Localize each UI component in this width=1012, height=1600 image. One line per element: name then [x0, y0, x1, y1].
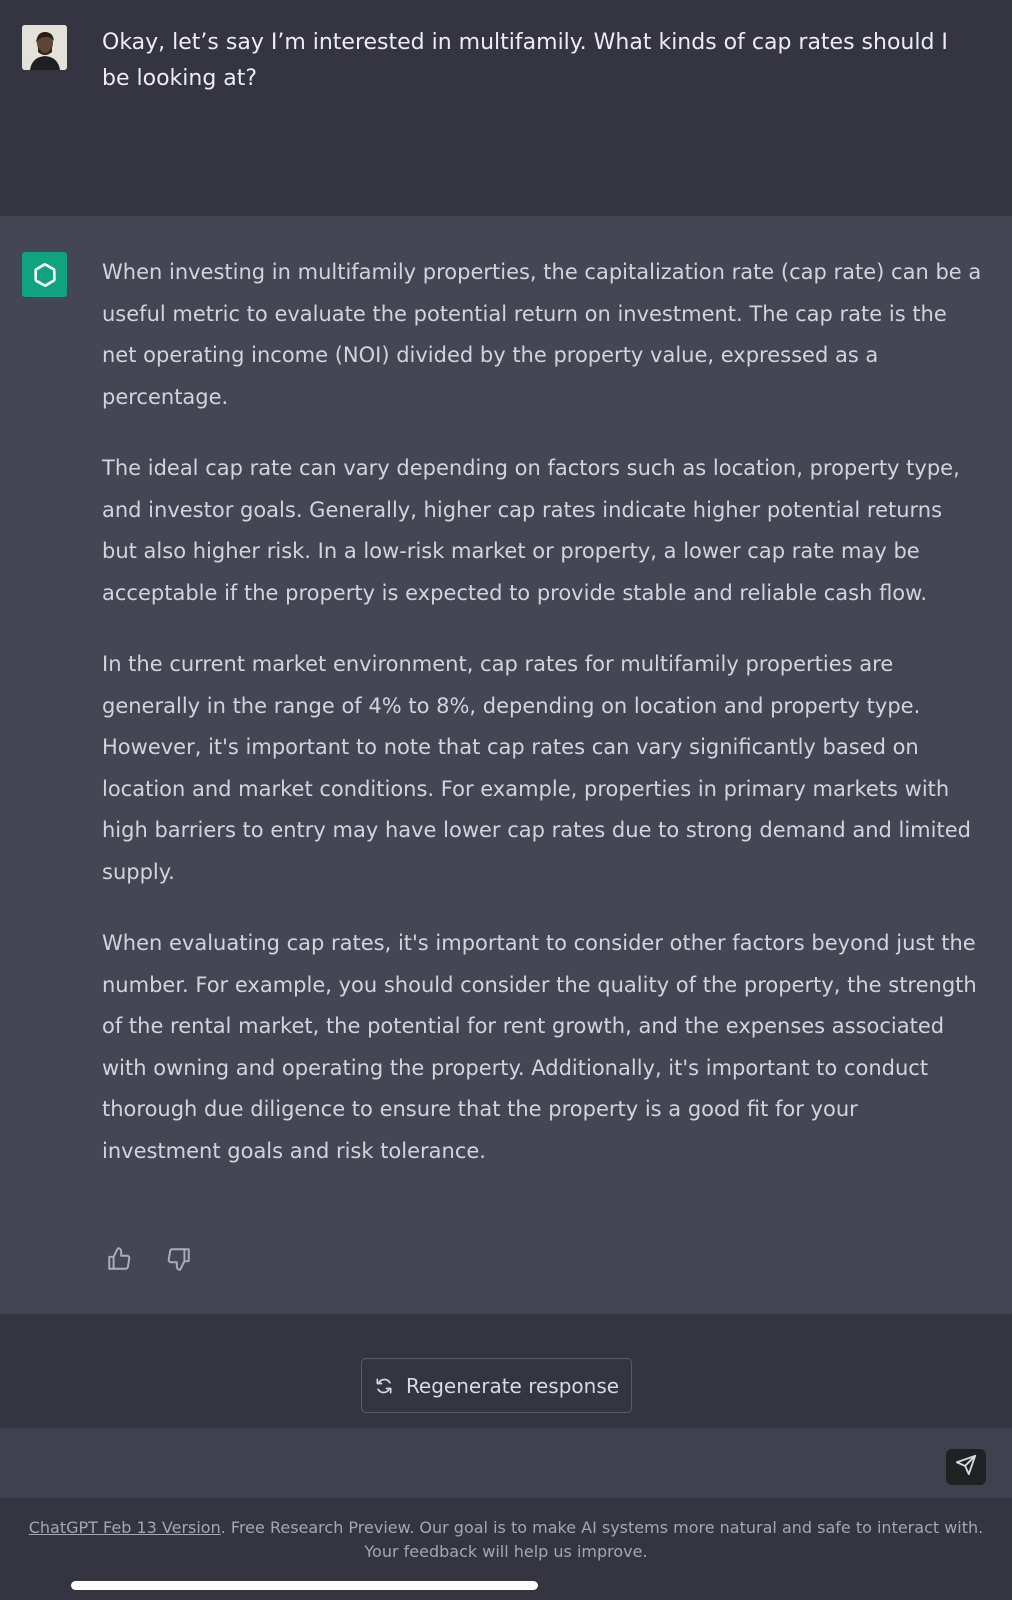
thumbs-down-icon[interactable]: [166, 1246, 192, 1272]
answer-paragraph: The ideal cap rate can vary depending on factors such as location, property type, and investor goals. Generally, higher cap rates indicate higher potential returns but also higher risk. In a low-risk market or property, a lower cap rate may be acceptable if the property is expected to provide stable and reliable cash flow.: [102, 456, 960, 605]
message-input[interactable]: [0, 1428, 1012, 1498]
openai-logo-icon: [22, 252, 67, 297]
refresh-icon: [374, 1376, 394, 1396]
assistant-answer: [102, 252, 982, 1202]
answer-paragraph: In the current market environment, cap rates for multifamily properties are generally in the range of 4% to 8%, depending on location and property type. However, it's important to note that cap rates can vary significantly based on location and market conditions. For example, properties in primary markets with high barriers to entry may have lower cap rates due to strong demand and limited supply.: [102, 652, 971, 884]
assistant-message: [0, 216, 1012, 1314]
footer-text: . Free Research Preview. Our goal is to make AI systems more natural and safe to interact with. Your feedback will help us improve.: [220, 1518, 984, 1561]
answer-paragraph: When evaluating cap rates, it's important to consider other factors beyond just the number. For example, you should consider the quality of the property, the strength of the rental market, the potential for rent growth, and the expenses associated with owning and operating the property. Additionally, it's important to conduct thorough due diligence to ensure that the property is a good fit for your investment goals and risk tolerance.: [102, 931, 977, 1163]
send-button[interactable]: [946, 1449, 986, 1485]
home-indicator: [71, 1581, 538, 1590]
footer-disclaimer: [0, 1516, 1012, 1564]
regenerate-label: Regenerate response: [405, 1373, 620, 1398]
thumbs-up-icon[interactable]: [106, 1246, 132, 1272]
feedback-buttons: [106, 1246, 192, 1272]
send-icon: [955, 1454, 977, 1480]
user-avatar: [22, 25, 67, 70]
answer-paragraph: When investing in multifamily properties, the capitalization rate (cap rate) can be a useful metric to evaluate the potential return on investment. The cap rate is the net operating income (NOI) divided by the property value, expressed as a percentage.: [102, 260, 982, 409]
version-link[interactable]: ChatGPT Feb 13 Version: [28, 1518, 221, 1537]
user-message-text: Okay, let’s say I’m interested in multifamily. What kinds of cap rates should I be looking at?: [102, 30, 948, 91]
user-message: [0, 0, 1012, 216]
regenerate-response-button[interactable]: [361, 1358, 632, 1413]
